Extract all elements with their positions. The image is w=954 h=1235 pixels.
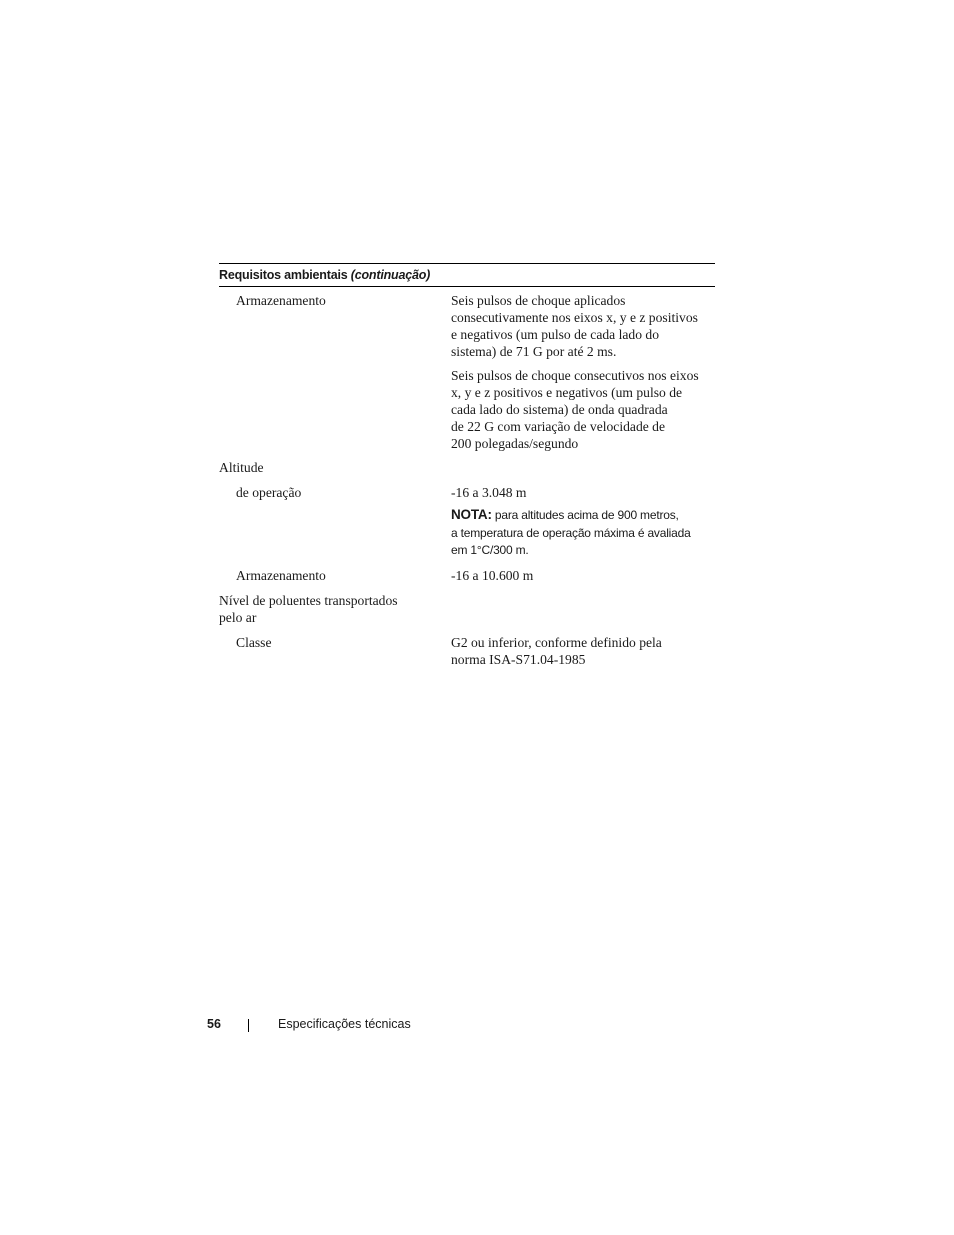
value-line: Seis pulsos de choque consecutivos nos eixos <box>451 368 699 383</box>
footer-divider <box>248 1019 249 1032</box>
row-value <box>451 292 715 360</box>
row-value-2 <box>451 367 715 452</box>
row-value: -16 a 10.600 m <box>451 568 534 583</box>
value-line: Seis pulsos de choque aplicados <box>451 293 626 308</box>
label-line: pelo ar <box>219 610 257 625</box>
row-label: Altitude <box>219 460 264 475</box>
value-line: de 22 G com variação de velocidade de <box>451 419 666 434</box>
note-line-text: para altitudes acima de 900 metros, <box>494 508 679 522</box>
table-header <box>219 263 715 287</box>
section-title: Especificações técnicas <box>278 1017 411 1031</box>
row-label: Classe <box>236 635 272 650</box>
table-title-suffix: (continuação) <box>350 268 431 282</box>
note-label: NOTA: <box>451 507 492 522</box>
value-line: x, y e z positivos e negativos (um pulso de <box>451 385 683 400</box>
label-line: Nível de poluentes transportados <box>219 593 398 608</box>
row-label: Armazenamento <box>236 293 326 308</box>
value-line: e negativos (um pulso de cada lado do <box>451 327 660 342</box>
value-line: cada lado do sistema) de onda quadrada <box>451 402 668 417</box>
note-text <box>451 506 715 560</box>
note-line: a temperatura de operação máxima é avaliada <box>451 525 691 540</box>
value-line: 200 polegadas/segundo <box>451 436 579 451</box>
value-line: consecutivamente nos eixos x, y e z positivos <box>451 310 698 325</box>
row-label: de operação <box>236 485 302 500</box>
row-value <box>451 634 715 668</box>
value-line: G2 ou inferior, conforme definido pela <box>451 635 662 650</box>
note-line <box>451 506 715 525</box>
row-label <box>219 592 398 626</box>
table-title: Requisitos ambientais <box>219 268 348 282</box>
row-value: -16 a 3.048 m <box>451 485 527 500</box>
environmental-requirements-table <box>219 263 715 667</box>
value-line: sistema) de 71 G por até 2 ms. <box>451 344 617 359</box>
row-label: Armazenamento <box>236 568 326 583</box>
page-number: 56 <box>207 1017 221 1031</box>
value-line: norma ISA-S71.04-1985 <box>451 652 586 667</box>
note-line: em 1°C/300 m. <box>451 543 529 557</box>
